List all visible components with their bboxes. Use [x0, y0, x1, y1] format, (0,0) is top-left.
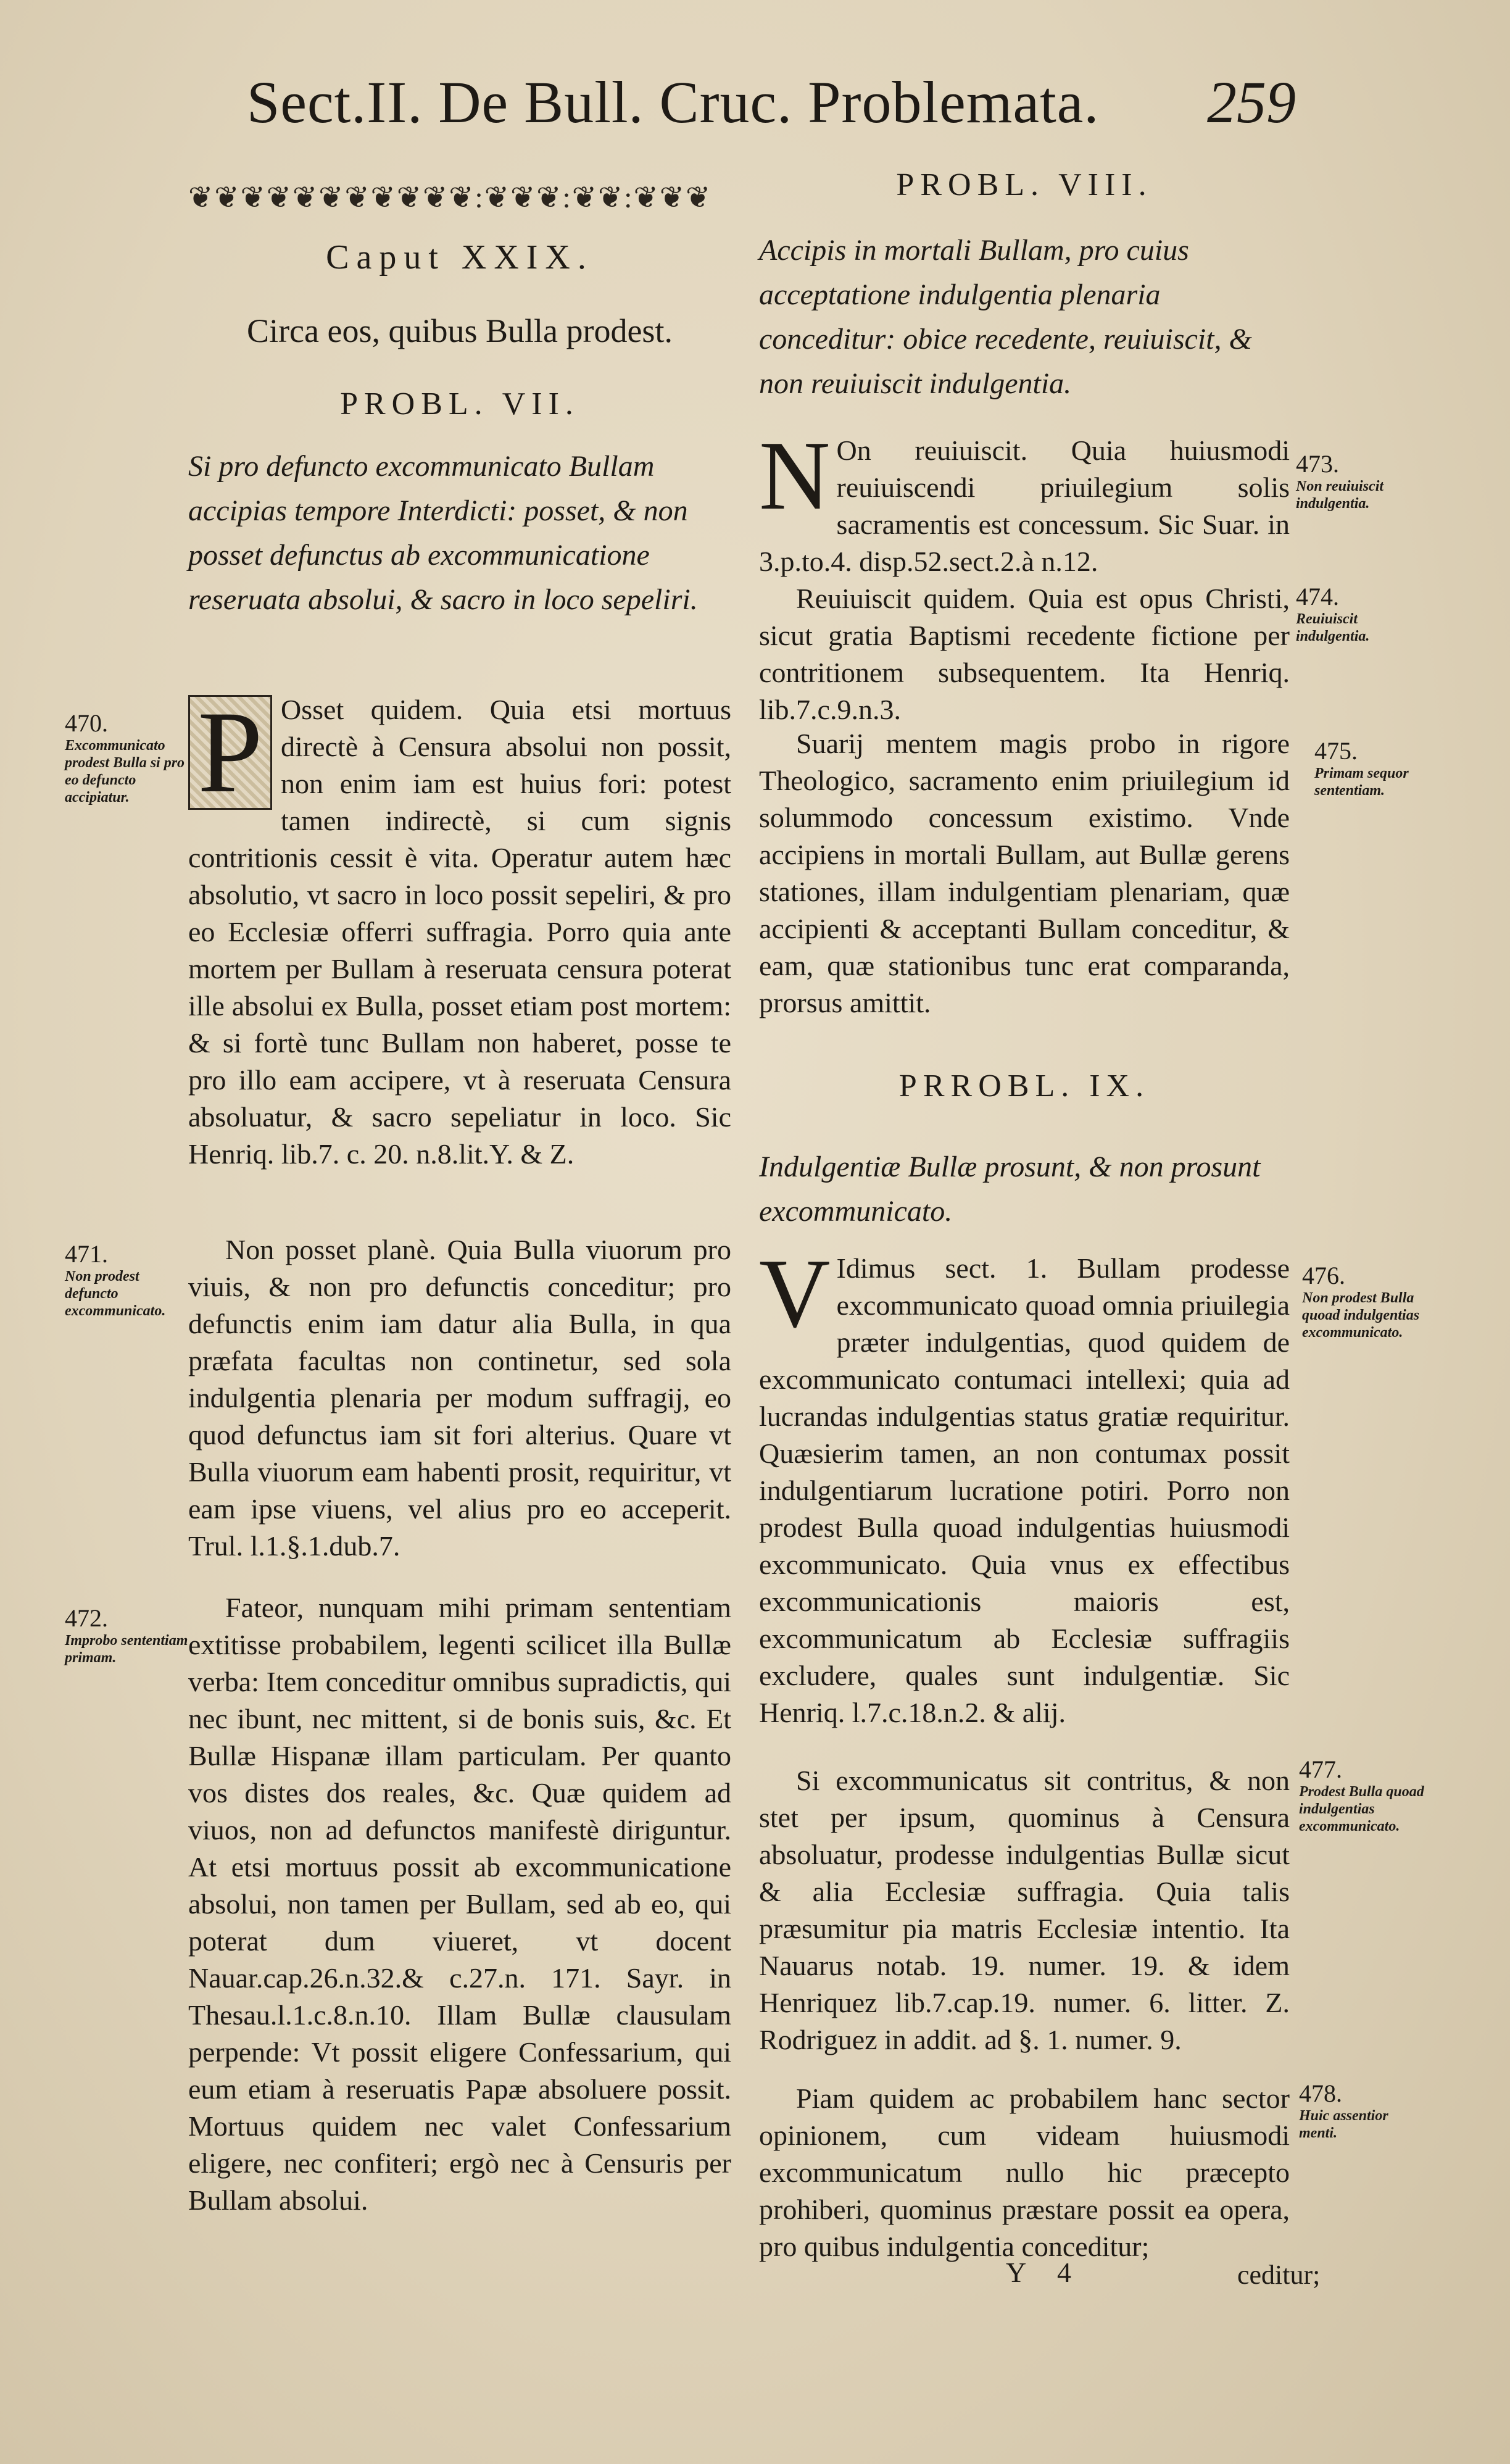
margin-text: Non prodest Bulla quoad indulgentias excommunicato. [1302, 1290, 1420, 1341]
problem-statement-9: Indulgentiæ Bullæ prosunt, & non prosunt excommunicato. [759, 1151, 1261, 1228]
margin-note-478 [1299, 2080, 1429, 2142]
margin-note-474 [1296, 583, 1425, 645]
margin-text: Excommunicato prodest Bulla si pro eo defuncto accipiatur. [65, 738, 185, 805]
margin-number: 470. [65, 709, 108, 737]
paragraph-476 [759, 1238, 1290, 1731]
paragraph-473-text: On reuiuiscit. Quia huiusmodi reuiuiscendi priuilegium solis sacramentis est concessum. Sic Suar. in 3.p.to.4. disp.52.sect.2.à n.12. [759, 435, 1290, 577]
margin-text: Prodest Bulla quoad indulgentias excommunicato. [1299, 1784, 1424, 1834]
margin-note-470 [65, 710, 188, 806]
paragraph-473 [759, 420, 1290, 580]
margin-note-475 [1314, 738, 1444, 799]
margin-note-471 [65, 1241, 188, 1320]
paragraph-478: Piam quidem ac probabilem hanc sector opinionem, cum videam huiusmodi excommunicatum nullo hic præcepto prohiberi, quominus præstare possit ea opera, pro quibus indulgentia conceditur; [759, 2083, 1290, 2262]
signature-mark: Y 4 [1006, 2257, 1084, 2288]
paragraph-477: Si excommunicatus sit contritus, & non stet per ipsum, quominus à Censura absoluatur, prodesse indulgentias Bullæ sicut & alia Ecclesiæ suffragia. Quia talis præsumitur pia matris Ecclesiæ intentio. Ita Nauarus notab. 19. numer. 19. & idem Henriquez lib.7.cap.19. numer. 6. litter. Z. Rodriguez in addit. ad §. 1. numer. 9. [759, 1765, 1290, 2055]
problem-heading-8: PROBL. VIII. [896, 167, 1153, 202]
running-title: Sect.II. De Bull. Cruc. Problemata. [247, 69, 1100, 135]
catchword: ceditur; [1237, 2260, 1321, 2290]
margin-note-476 [1302, 1262, 1432, 1341]
margin-number: 471. [65, 1240, 108, 1268]
margin-number: 473. [1296, 450, 1339, 478]
margin-text: Huic assentior menti. [1299, 2108, 1388, 2141]
ornament-band: ❦❦❦❦❦❦❦❦❦❦❦:❦❦❦:❦❦:❦❦❦ [188, 181, 712, 214]
margin-note-477 [1299, 1756, 1429, 1835]
margin-number: 476. [1302, 1262, 1345, 1289]
page-number: 259 [1207, 69, 1296, 135]
paragraph-474: Reuiuiscit quidem. Quia est opus Christi, sicut gratia Baptismi recedente fictione per contritionem subsequentem. Ita Henriq. lib.7.c.9.n.3. [759, 583, 1290, 725]
margin-text: Non reuiuiscit indulgentia. [1296, 478, 1384, 512]
problem-statement-7: Si pro defuncto excommunicato Bullam accipias tempore Interdicti: posset, & non posset defunctus ab excommunicatione reseruata absolui, & sacro in loco sepeliri. [188, 450, 698, 616]
paragraph-476-text: Idimus sect. 1. Bullam prodesse excommunicato quoad omnia priuilegia præter indulgentias, quod quidem de excommunicato contumaci intellexi; quia ad lucrandas indulgentias status gratiæ requiritur. Quæsierim tamen, an non contumax possit indulgentiarum lucratione potiri. Porro non prodest Bulla quoad indulgentias huiusmodi excommunicato. Quia vnus ex effectibus excommunicationis maioris est, excommunicatum ab Ecclesiæ suffragiis excludere, quales sunt indulgentiæ. Sic Henriq. l.7.c.18.n.2. & alij. [759, 1252, 1290, 1728]
margin-text: Non prodest defuncto excommunicato. [65, 1268, 166, 1319]
margin-text: Reuiuiscit indulgentia. [1296, 611, 1370, 644]
margin-number: 475. [1314, 737, 1358, 765]
drop-cap-n: N [759, 420, 831, 530]
margin-number: 478. [1299, 2079, 1342, 2107]
margin-number: 472. [65, 1604, 108, 1632]
problem-heading-9: PRROBL. IX. [898, 1068, 1150, 1104]
margin-number: 474. [1296, 583, 1339, 610]
margin-note-472 [65, 1605, 188, 1667]
paragraph-472: Fateor, nunquam mihi primam sententiam extitisse probabilem, legenti scilicet illa Bullæ verba: Item conceditur omnibus supradictis, qui nec ibunt, nec mittent, si de bonis suis, &c. Et Bullæ Hispanæ illam particulam. Per quanto vos distes dos reales, &c. Quæ quidem ad viuos, non ad defunctos manifestè diriguntur. At etsi mortuus possit ab excommunicatione absolui, non tamen per Bullam, sed ab eo, qui poterat dum viueret, vt docent Nauar.cap.26.n.32.& c.27.n. 171. Sayr. in Thesau.l.1.c.8.n.10. Illam Bullæ clausulam perpende: Vt possit eligere Confessarium, qui eum etiam à reseruatis Papæ absoluere possit. Mortuus quidem nec valet Confessarium eligere, nec confiteri; ergò nec à Censuris per Bullam absolui. [188, 1592, 731, 2216]
chapter-subtitle: Circa eos, quibus Bulla prodest. [247, 312, 673, 349]
problem-heading-7: PROBL. VII. [340, 386, 579, 422]
margin-number: 477. [1299, 1755, 1342, 1783]
paragraph-471: Non posset planè. Quia Bulla viuorum pro viuis, & non pro defunctis conceditur; pro defunctis enim iam datur alia Bulla, in qua præfata facultas non continetur, sed sola indulgentia plenaria per modum suffragij, eo quod defunctus iam sit fori alterius. Quare vt Bulla viuorum eam habenti prosit, requiritur, vt eam ipse viuens, vel alius pro eo acceperit. Trul. l.1.§.1.dub.7. [188, 1234, 731, 1562]
paragraph-470-text: Osset quidem. Quia etsi mortuus directè à Censura absolui non possit, non enim iam est huius fori: potest tamen indirectè, si cum signis contritionis cessit è vita. Operatur autem hæc absolutio, vt sacro in loco possit sepeliri, & pro eo Ecclesiæ offerri suffragia. Porro quia ante mortem per Bullam à reseruata censura poterat ille absolui ex Bulla, posset etiam post mortem: & si fortè tunc Bullam non haberet, posse te pro illo eam accipere, vt à reseruata Censura absoluatur, & sacro sepeliatur in loco. Sic Henriq. lib.7. c. 20. n.8.lit.Y. & Z. [188, 694, 731, 1170]
paragraph-470 [188, 688, 731, 1173]
margin-text: Improbo sententiam primam. [65, 1633, 188, 1666]
chapter-heading: Caput XXIX. [326, 238, 594, 277]
running-header [247, 68, 1296, 142]
problem-statement-8: Accipis in mortali Bullam, pro cuius acceptatione indulgentia plenaria conceditur: obice recedente, reuiuiscit, & non reuiuiscit indulgentia. [759, 234, 1252, 400]
margin-note-473 [1296, 451, 1425, 512]
paragraph-475: Suarij mentem magis probo in rigore Theologico, sacramento enim priuilegium id solummodo concessum existimo. Vnde accipiens in mortali Bullam, aut Bullæ gerens stationes, illam indulgentiam plenariam, quæ accipienti & acceptanti Bullam conceditur, & eam, quæ stationibus tunc erat comparanda, prorsus amittit. [759, 728, 1290, 1018]
margin-text: Primam sequor sententiam. [1314, 765, 1409, 799]
drop-cap-v: V [759, 1238, 831, 1348]
drop-cap-p: P [188, 695, 272, 810]
